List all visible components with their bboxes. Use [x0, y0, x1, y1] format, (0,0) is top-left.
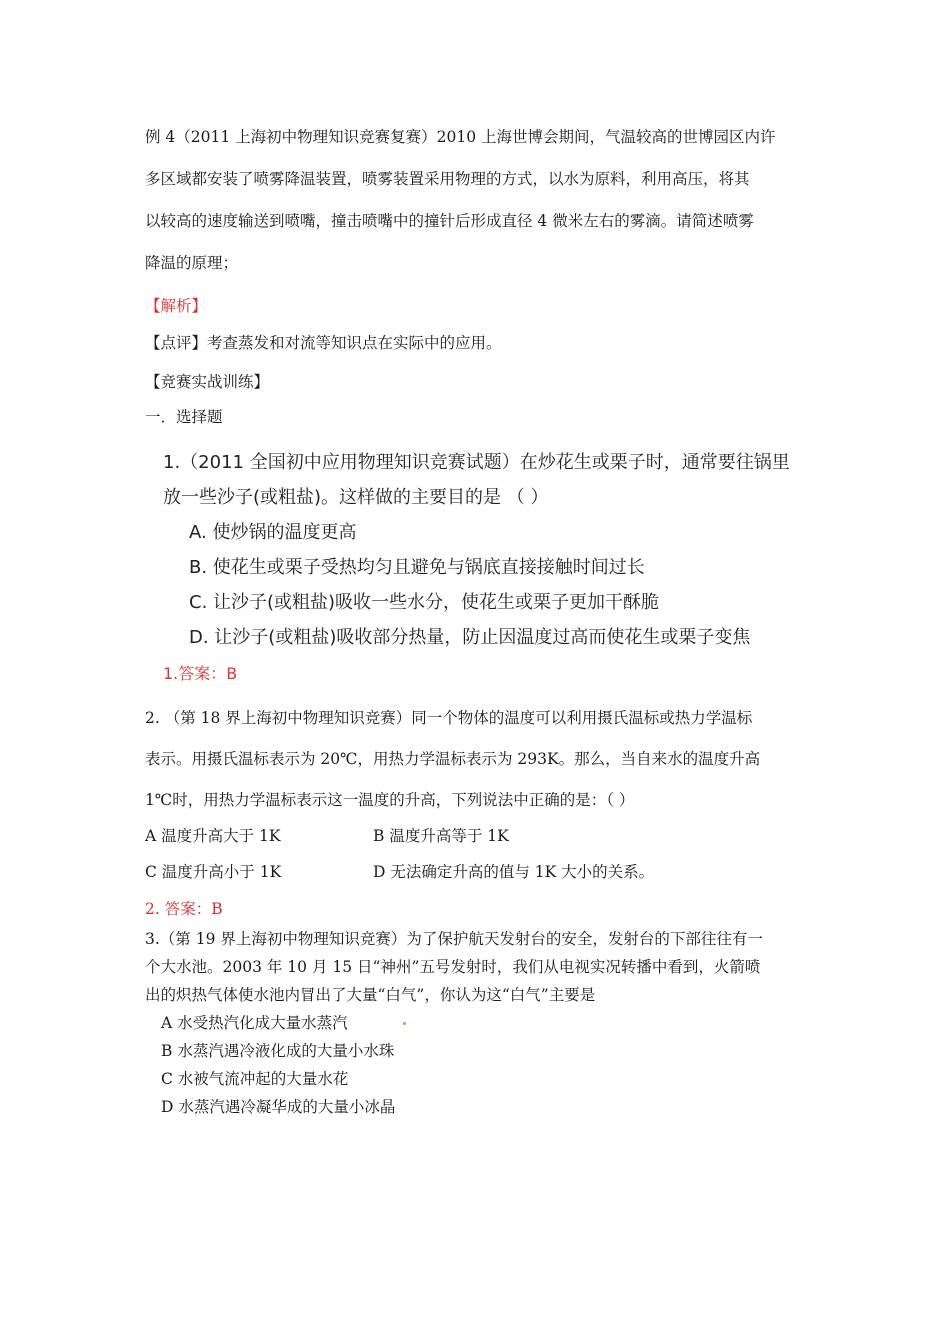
q3-option-a: A 水受热汽化成大量水蒸汽: [161, 1014, 348, 1032]
q2-answer: 2. 答案：B: [145, 900, 223, 918]
q2-line-3: 1℃时，用热力学温标表示这一温度的升高，下列说法中正确的是：（ ）: [145, 791, 635, 809]
example4-line-4: 降温的原理；: [145, 254, 239, 272]
q1-option-a: A. 使炒锅的温度更高: [189, 522, 357, 543]
q1-option-c: C. 让沙子(或粗盐)吸收一些水分，使花生或栗子更加干酥脆: [189, 592, 660, 613]
q2-line-2: 表示。用摄氏温标表示为 20℃，用热力学温标表示为 293K。那么，当自来水的温度升高: [145, 750, 761, 768]
q1-line-2: 放一些沙子(或粗盐)。这样做的主要目的是 （ ）: [163, 487, 549, 508]
example4-line-1: 例 4（2011 上海初中物理知识竞赛复赛）2010 上海世博会期间，气温较高的世博园区内许: [145, 128, 776, 146]
stray-dot-mark: [403, 1022, 406, 1025]
q2-option-c: C 温度升高小于 1K: [145, 863, 282, 881]
q2-line-1: 2. （第 18 界上海初中物理知识竞赛）同一个物体的温度可以利用摄氏温标或热力学温标: [145, 709, 753, 727]
q2-option-a: A 温度升高大于 1K: [145, 827, 281, 845]
example4-line-2: 多区域都安装了喷雾降温装置，喷雾装置采用物理的方式，以水为原料，利用高压，将其: [145, 170, 750, 188]
q1-option-b: B. 使花生或栗子受热均匀且避免与锅底直接接触时间过长: [189, 557, 645, 578]
q1-option-d: D. 让沙子(或粗盐)吸收部分热量，防止因温度过高而使花生或栗子变焦: [189, 627, 751, 648]
example4-line-3: 以较高的速度输送到喷嘴，撞击喷嘴中的撞针后形成直径 4 微米左右的雾滴。请简述喷雾: [145, 212, 754, 230]
q3-line-3: 出的炽热气体使水池内冒出了大量“白气”，你认为这“白气”主要是: [145, 986, 596, 1004]
section-title: 一．选择题: [145, 408, 223, 426]
analysis-label: 【解析】: [145, 297, 208, 315]
q3-line-1: 3.（第 19 界上海初中物理知识竞赛）为了保护航天发射台的安全，发射台的下部往往有一: [145, 930, 763, 948]
q3-option-c: C 水被气流冲起的大量水花: [161, 1070, 349, 1088]
q3-option-d: D 水蒸汽遇冷凝华成的大量小冰晶: [161, 1098, 396, 1116]
q2-option-d: D 无法确定升高的值与 1K 大小的关系。: [373, 863, 655, 881]
training-heading: 【竞赛实战训练】: [145, 373, 270, 391]
q3-option-b: B 水蒸汽遇冷液化成的大量小水珠: [161, 1042, 395, 1060]
q3-line-2: 个大水池。2003 年 10 月 15 日“神州”五号发射时，我们从电视实况转播中看到，火箭喷: [145, 958, 761, 976]
q1-answer: 1.答案：B: [163, 664, 238, 683]
comment-line: 【点评】考查蒸发和对流等知识点在实际中的应用。: [145, 334, 502, 352]
q2-option-b: B 温度升高等于 1K: [373, 827, 509, 845]
q1-line-1: 1.（2011 全国初中应用物理知识竞赛试题）在炒花生或栗子时，通常要往锅里: [163, 452, 790, 473]
